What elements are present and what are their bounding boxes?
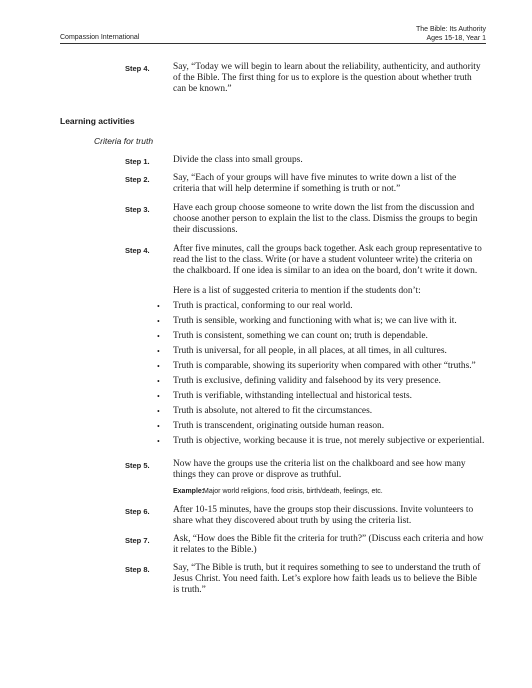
step-text: Now have the groups use the criteria list on the chalkboard and see how many things they can prove or disprove as truthful. xyxy=(173,459,466,480)
header-right xyxy=(416,25,486,43)
step-text: Have each group choose someone to write down the list from the discussion and choose another person to explain the list to the class. Dismiss the groups to begin their discussions. xyxy=(173,203,478,235)
list-item xyxy=(157,406,487,417)
bullet-icon: • xyxy=(157,392,160,401)
criteria-text: Truth is sensible, working and functioning with what is; we can live with it. xyxy=(173,316,457,326)
step-text: Say, “The Bible is truth, but it requires something to see to understand the truth of Jesus Christ. You need faith. Let’s explore how faith leads us to believe the Bible is truth.” xyxy=(173,563,481,595)
step-text: Ask, “How does the Bible fit the criteria for truth?” (Discuss each criteria and how it relates to the Bible.) xyxy=(173,534,484,555)
bullet-icon: • xyxy=(157,347,160,356)
bullet-icon: • xyxy=(157,437,160,446)
header-title: The Bible: Its Authority xyxy=(415,26,486,33)
example-line xyxy=(173,488,493,495)
step-label: Step 4. xyxy=(125,245,150,255)
list-item xyxy=(157,376,487,387)
step-label: Step 8. xyxy=(125,564,150,574)
section-title: Learning activities xyxy=(60,116,135,126)
step-1 xyxy=(125,155,485,166)
step-text: Say, “Each of your groups will have five minutes to write down a list of the criteria that will help determine if something is truth or not.” xyxy=(173,173,457,194)
criteria-text: Truth is consistent, something we can count on; truth is dependable. xyxy=(173,331,428,341)
criteria-text: Truth is transcendent, originating outside human reason. xyxy=(173,421,385,431)
list-item xyxy=(157,436,487,447)
list-item xyxy=(157,331,487,342)
list-item xyxy=(157,421,487,432)
step-4 xyxy=(125,244,485,277)
criteria-text: Truth is absolute, not altered to fit the circumstances. xyxy=(173,406,373,416)
criteria-text: Truth is objective, working because it is true, not merely subjective or experiential. xyxy=(173,436,485,446)
list-item xyxy=(157,391,487,402)
header-divider xyxy=(60,43,486,44)
criteria-intro: Here is a list of suggested criteria to mention if the students don’t: xyxy=(173,286,421,296)
criteria-list xyxy=(157,301,487,451)
bullet-icon: • xyxy=(157,332,160,341)
criteria-text: Truth is practical, conforming to our real world. xyxy=(173,301,353,311)
bullet-icon: • xyxy=(157,302,160,311)
list-item xyxy=(157,301,487,312)
bullet-icon: • xyxy=(157,377,160,386)
step-text: Say, “Today we will begin to learn about the reliability, authenticity, and authority of the Bible. The first thing for us to explore is the question about whether truth can be known.” xyxy=(173,62,481,94)
bullet-icon: • xyxy=(157,362,160,371)
example-label: Example: xyxy=(173,488,205,495)
header-org: Compassion International xyxy=(60,34,140,41)
step-6 xyxy=(125,505,485,527)
step-label: Step 7. xyxy=(125,535,150,545)
criteria-text: Truth is verifiable, withstanding intellectual and historical tests. xyxy=(173,391,412,401)
step-8 xyxy=(125,563,485,596)
bullet-icon: • xyxy=(157,422,160,431)
step-label: Step 4. xyxy=(125,63,150,73)
intro-step xyxy=(125,62,485,95)
step-5 xyxy=(125,459,485,481)
step-text: After 10-15 minutes, have the groups stop their discussions. Invite volunteers to share what they discovered about truth by using the criteria list. xyxy=(173,505,474,526)
step-7 xyxy=(125,534,485,556)
section-subtitle: Criteria for truth xyxy=(94,136,154,146)
list-item xyxy=(157,316,487,327)
step-3 xyxy=(125,203,485,236)
step-label: Step 2. xyxy=(125,174,150,184)
step-label: Step 5. xyxy=(125,460,150,470)
list-item xyxy=(157,361,487,372)
step-2 xyxy=(125,173,485,195)
step-label: Step 1. xyxy=(125,156,150,166)
bullet-icon: • xyxy=(157,317,160,326)
criteria-text: Truth is exclusive, defining validity and falsehood by its very presence. xyxy=(173,376,441,386)
example-text: Major world religions, food crisis, birth/death, feelings, etc. xyxy=(203,488,383,495)
criteria-text: Truth is universal, for all people, in all places, at all times, in all cultures. xyxy=(173,346,447,356)
header-subtitle: Ages 15-18, Year 1 xyxy=(426,35,486,42)
step-text: After five minutes, call the groups back together. Ask each group representative to read the list to the class. Write (or have a student volunteer write) the criteria on the chalkboard. If one idea is similar to an idea on the board, don’t write it down. xyxy=(173,244,482,276)
step-label: Step 3. xyxy=(125,204,150,214)
step-label: Step 6. xyxy=(125,506,150,516)
list-item xyxy=(157,346,487,357)
criteria-text: Truth is comparable, showing its superiority when compared with other “truths.” xyxy=(173,361,476,371)
step-text: Divide the class into small groups. xyxy=(173,155,303,165)
bullet-icon: • xyxy=(157,407,160,416)
